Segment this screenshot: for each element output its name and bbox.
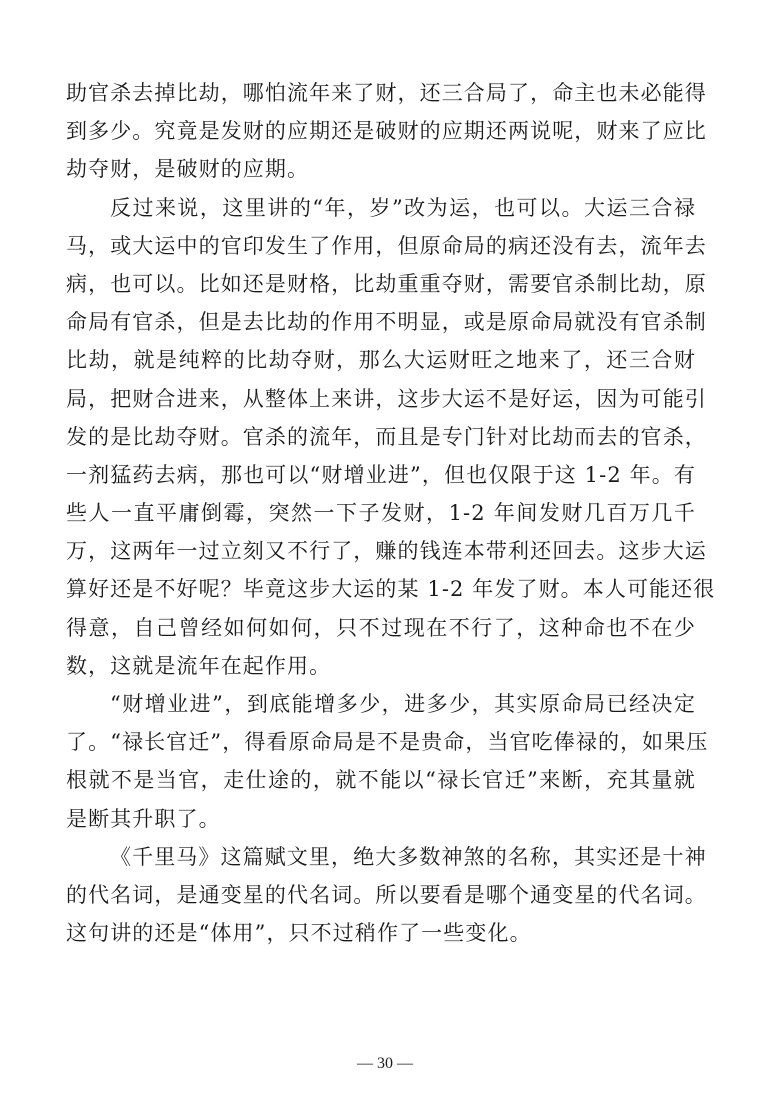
text-line: 万，这两年一过立刻又不行了，赚的钱连本带利还回去。这步大运 <box>66 539 707 564</box>
text-line: 助官杀去掉比劫，哪怕流年来了财，还三合局了，命主也未必能得 <box>66 81 707 105</box>
text-line: 根就不是当官，走仕途的，就不能以“禄长官迁”来断，充其量就 <box>66 768 696 793</box>
paragraph-first-line: “财增业进”，到底能增多少，进多少，其实原命局已经决定 <box>110 692 696 716</box>
text-line: 的代名词，是通变星的代名词。所以要看是哪个通变星的代名词。 <box>66 882 707 907</box>
text-line: 是断其升职了。 <box>66 806 221 831</box>
text-line: 一剂猛药去病，那也可以“财增业进”，但也仅限于这 1-2 年。有 <box>66 462 696 487</box>
text-line: 些人一直平庸倒霉，突然一下子发财，1-2 年间发财几百万几千 <box>66 501 696 526</box>
paragraph-first-line: 《千里马》这篇赋文里，绝大多数神煞的名称，其实还是十神 <box>110 844 707 869</box>
page-number: — 30 — <box>357 1055 413 1072</box>
text-line: 劫夺财，是破财的应期。 <box>66 157 310 182</box>
text-line: 了。“禄长官迁”，得看原命局是不是贵命，当官吃俸禄的，如果压 <box>66 730 709 755</box>
body-text <box>66 74 716 952</box>
text-line: 命局有官杀，但是去比劫的作用不明显，或是原命局就没有官杀制 <box>66 310 707 335</box>
text-line: 比劫，就是纯粹的比劫夺财，那么大运财旺之地来了，还三合财 <box>66 348 696 373</box>
text-line: 发的是比劫夺财。官杀的流年，而且是专门针对比劫而去的官杀， <box>66 424 707 449</box>
text-line: 到多少。究竟是发财的应期还是破财的应期还两说呢，财来了应比 <box>66 119 707 144</box>
text-line: 算好还是不好呢？毕竟这步大运的某 1-2 年发了财。本人可能还很 <box>66 577 716 602</box>
paragraph-first-line: 反过来说，这里讲的“年，岁”改为运，也可以。大运三合禄 <box>110 195 696 220</box>
text-line: 这句讲的还是“体用”，只不过稍作了一些变化。 <box>66 921 532 946</box>
text-line: 得意，自己曾经如何如何，只不过现在不行了，这种命也不在少 <box>66 615 696 640</box>
text-line: 病，也可以。比如还是财格，比劫重重夺财，需要官杀制比劫，原 <box>66 271 707 296</box>
text-line: 马，或大运中的官印发生了作用，但原命局的病还没有去，流年去 <box>66 233 707 258</box>
text-line: 局，把财合进来，从整体上来讲，这步大运不是好运，因为可能引 <box>66 386 707 411</box>
text-line: 数，这就是流年在起作用。 <box>66 653 332 678</box>
